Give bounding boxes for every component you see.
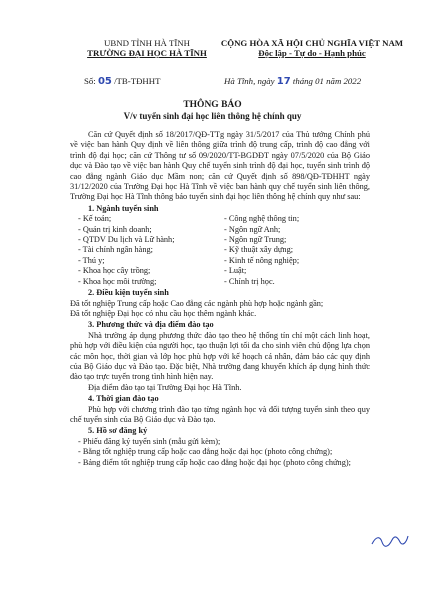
major-item: - Kế toán; [78, 214, 112, 224]
condition-line: Đã tốt nghiệp Trung cấp hoặc Cao đẳng các ngành phù hợp hoặc ngành gần; [70, 298, 324, 308]
ref-prefix: Số: [84, 76, 96, 86]
major-item: - Ngôn ngữ Trung; [224, 235, 287, 245]
major-item: - Ngôn ngữ Anh; [224, 224, 281, 234]
ref-suffix: /TB-TĐHHT [114, 76, 161, 86]
date-prefix: Hà Tĩnh, ngày [224, 76, 275, 86]
nation-line-2: Độc lập - Tự do - Hạnh phúc [258, 48, 366, 58]
training-method-paragraph: Nhà trường áp dụng phương thức đào tạo theo hệ thống tín chỉ một cách linh hoạt, phù hợp với điều kiện của người học, tạo thuận lợi tối đa cho sinh viên chủ động lựa chọn các môn học, thời gian và lớp học phù hợp với kế hoạch cá nhân, đảm bảo các quy định của Bộ Giáo dục và Đào tạo. Đặc biệt, Nhà trường đang khuyến khích áp dụng hình thức đào tạo trực tuyến trong tình hình hiện nay. [70, 330, 370, 382]
document-body [70, 130, 370, 468]
section-1-heading: 1. Ngành tuyển sinh [88, 203, 159, 213]
major-item: - Chính trị học. [224, 276, 275, 286]
section-5-heading: 5. Hồ sơ đăng ký [88, 426, 148, 436]
intro-paragraph: Căn cứ Quyết định số 18/2017/QĐ-TTg ngày 31/5/2017 của Thủ tướng Chính phủ về việc ban hành Quy định về liên thông giữa trình độ trung cấp, trình độ cao đẳng với trình độ đại học; căn cứ Thông tư số 09/2020/TT-BGDĐT ngày 07/5/2020 của Bộ Giáo dục và Đào tạo về việc ban hành Quy chế tuyển sinh trình độ đại học, tuyển sinh trình độ cao đẳng ngành Giáo dục Mầm non; căn cứ Quyết định số 898/QĐ-TĐHHT ngày 31/12/2020 của Trường Đại học Hà Tĩnh về việc ban hành quy chế tuyển sinh liên thông, Trường Đại học Hà Tĩnh thông báo tuyển sinh đại học liên thông hệ chính quy như sau: [70, 130, 370, 202]
major-item: - Quản trị kinh doanh; [78, 224, 152, 234]
org-line-1: UBND TỈNH HÀ TĨNH [104, 38, 190, 48]
major-item: - Khoa học môi trường; [78, 276, 157, 286]
section-3-heading: 3. Phương thức và địa điểm đào tạo [88, 320, 214, 330]
section-2-heading: 2. Điều kiện tuyển sinh [88, 288, 169, 298]
document-subtitle: V/v tuyển sinh đại học liên thông hệ chính quy [123, 111, 302, 121]
date-handwritten-day: 17 [276, 76, 291, 87]
dossier-item: - Bằng tốt nghiệp trung cấp hoặc cao đẳng hoặc đại học (photo công chứng); [78, 447, 333, 457]
document-title: THÔNG BÁO [183, 100, 242, 110]
majors-right-column [224, 214, 370, 287]
initials-signature [370, 530, 410, 552]
major-item: - Tài chính ngân hàng; [78, 245, 153, 255]
training-duration-paragraph: Phù hợp với chương trình đào tạo từng ngành học và đối tượng tuyển sinh theo quy chế tuyển sinh của Bộ Giáo dục và Đào tạo. [70, 404, 370, 424]
dossier-item: - Phiếu đăng ký tuyển sinh (mẫu gửi kèm); [78, 436, 221, 446]
major-item: - Công nghệ thông tin; [224, 214, 300, 224]
section-4-heading: 4. Thời gian đào tạo [88, 394, 159, 404]
national-motto [212, 38, 412, 58]
major-item: - QTDV Du lịch và Lữ hành; [78, 235, 175, 245]
condition-line: Đã tốt nghiệp Đại học có nhu cầu học thêm ngành khác. [70, 308, 257, 318]
org-line-2: TRƯỜNG ĐẠI HỌC HÀ TĨNH [87, 48, 207, 58]
reference-number [84, 76, 161, 87]
major-item: - Kinh tế nông nghiệp; [224, 255, 300, 265]
major-item: - Thú y; [78, 255, 105, 265]
dossier-item: - Bảng điểm tốt nghiệp trung cấp hoặc cao đẳng hoặc đại học (photo công chứng); [78, 457, 351, 467]
majors-left-column [78, 214, 224, 287]
major-item: - Khoa học cây trồng; [78, 266, 151, 276]
major-item: - Kỹ thuật xây dựng; [224, 245, 294, 255]
ref-handwritten-number: 05 [97, 76, 112, 87]
training-location: Địa điểm đào tạo tại Trường Đại học Hà Tĩnh. [88, 382, 242, 392]
nation-line-1: CỘNG HÒA XÃ HỘI CHỦ NGHĨA VIỆT NAM [220, 38, 404, 48]
date-suffix: tháng 01 năm 2022 [292, 76, 362, 86]
majors-list [78, 214, 370, 287]
issuing-organization [72, 38, 222, 58]
major-item: - Luật; [224, 266, 247, 276]
issue-date [224, 76, 361, 87]
